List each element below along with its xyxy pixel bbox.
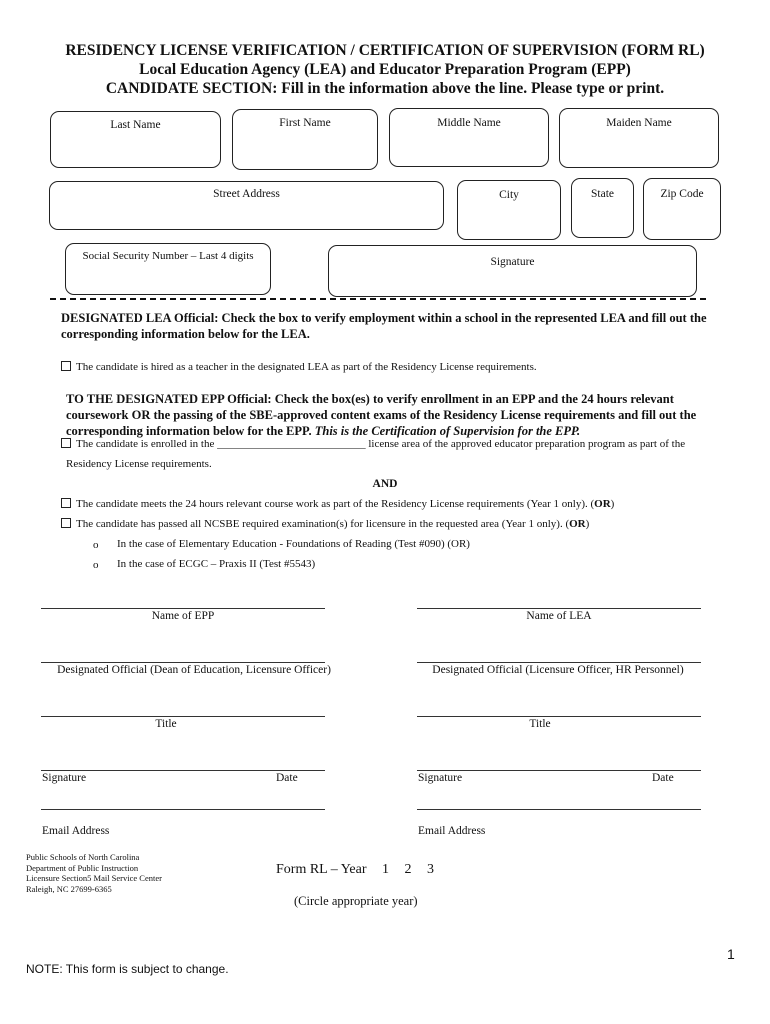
- circle-year-note: (Circle appropriate year): [294, 894, 418, 908]
- maiden-name-label: Maiden Name: [606, 117, 672, 129]
- epp-enrolled-option: [61, 437, 721, 451]
- form-year-selector: [276, 862, 434, 878]
- signature-label: Signature: [490, 256, 535, 268]
- lea-name-line[interactable]: [417, 608, 701, 609]
- state-field[interactable]: [571, 178, 634, 238]
- signature-field[interactable]: [328, 245, 697, 297]
- epp-instructions: [66, 391, 716, 439]
- epp-coursework-label: The candidate meets the 24 hours relevant course work as part of the Residency License requirements (Year 1 only). (: [76, 498, 595, 510]
- epp-title-label: Title: [155, 718, 177, 730]
- last-name-field[interactable]: [50, 111, 221, 168]
- year-option-1[interactable]: 1: [382, 862, 389, 877]
- lea-hired-checkbox[interactable]: [61, 361, 71, 371]
- form-subtitle: Local Education Agency (LEA) and Educator Preparation Program (EPP): [139, 61, 631, 78]
- city-label: City: [499, 189, 519, 201]
- lea-name-label: Name of LEA: [526, 610, 592, 622]
- epp-date-label: Date: [276, 772, 298, 784]
- epp-enrolled-checkbox[interactable]: [61, 438, 71, 448]
- epp-heading: TO THE DESIGNATED EPP Official: Check the box(es) to verify enrollment in an EPP and the 24 hours relevant coursework OR the passing of the SBE-approved content exams of the Residency License requirements and fill out the corresponding information below for the EPP.: [66, 392, 697, 438]
- address-line-1: Public Schools of North Carolina: [26, 852, 140, 862]
- epp-name-line[interactable]: [41, 608, 325, 609]
- lea-hired-option: [61, 360, 741, 374]
- epp-signature-line[interactable]: [41, 770, 325, 771]
- and-label: AND: [372, 478, 398, 490]
- ssn-label: Social Security Number – Last 4 digits: [82, 250, 254, 262]
- dpi-address: [26, 852, 162, 894]
- epp-signature-label: Signature: [42, 772, 87, 784]
- epp-name-label: Name of EPP: [151, 610, 215, 622]
- epp-exams-checkbox[interactable]: [61, 518, 71, 528]
- sub-option-elementary: In the case of Elementary Education - Foundations of Reading (Test #090) (OR): [117, 538, 470, 550]
- lea-title-label: Title: [529, 718, 551, 730]
- epp-title-line[interactable]: [41, 716, 325, 717]
- epp-heading-italic: This is the Certification of Supervision for the EPP.: [314, 424, 581, 438]
- epp-email-line[interactable]: [41, 809, 325, 810]
- year-option-2[interactable]: 2: [404, 862, 412, 877]
- epp-coursework-checkbox[interactable]: [61, 498, 71, 508]
- epp-exams-label: The candidate has passed all NCSBE required examination(s) for licensure in the requested area (Year 1 only). (: [76, 518, 570, 530]
- form-title: RESIDENCY LICENSE VERIFICATION / CERTIFICATION OF SUPERVISION (FORM RL): [65, 42, 705, 59]
- zip-code-field[interactable]: [643, 178, 721, 240]
- first-name-label: First Name: [279, 117, 331, 129]
- lea-email-line[interactable]: [417, 809, 701, 810]
- last-name-label: Last Name: [110, 119, 161, 131]
- ssn-field[interactable]: [65, 243, 271, 295]
- street-address-field[interactable]: [49, 181, 444, 230]
- epp-official-label: Designated Official (Dean of Education, Licensure Officer): [57, 664, 331, 676]
- page-number: 1: [727, 946, 735, 962]
- lea-instructions: [61, 310, 711, 342]
- epp-enrolled-label: The candidate is enrolled in the ___________________________ license area of the approved educator preparation program as part of the: [76, 438, 686, 450]
- lea-date-label: Date: [652, 772, 674, 784]
- epp-official-line[interactable]: [41, 662, 325, 663]
- change-note: NOTE: This form is subject to change.: [26, 962, 229, 976]
- epp-exams-option: The candidate has passed all NCSBE required examination(s) for licensure in the requested area (Year 1 only). (OR): [61, 517, 751, 531]
- lea-email-label: Email Address: [418, 825, 486, 837]
- section-divider: [50, 298, 706, 300]
- lea-heading-rest: : Check the box to verify employment within a school in the represented LEA and fill out the corresponding information below for the LEA.: [61, 311, 707, 341]
- lea-signature-label: Signature: [418, 772, 463, 784]
- city-field[interactable]: [457, 180, 561, 240]
- year-option-3[interactable]: 3: [427, 862, 434, 877]
- middle-name-field[interactable]: [389, 108, 549, 167]
- state-label: State: [591, 188, 614, 200]
- lea-official-line[interactable]: [417, 662, 701, 663]
- first-name-field[interactable]: [232, 109, 378, 170]
- epp-coursework-option: The candidate meets the 24 hours relevant course work as part of the Residency License requirements (Year 1 only). (OR): [61, 497, 741, 511]
- street-address-label: Street Address: [213, 188, 280, 200]
- middle-name-label: Middle Name: [437, 117, 501, 129]
- zip-code-label: Zip Code: [660, 188, 704, 200]
- coursework-or: OR: [594, 498, 611, 510]
- exams-or: OR: [569, 518, 586, 530]
- maiden-name-field[interactable]: [559, 108, 719, 168]
- address-line-4: Raleigh, NC 27699-6365: [26, 883, 112, 894]
- lea-signature-line[interactable]: [417, 770, 701, 771]
- form-year-label: Form RL – Year: [276, 862, 367, 877]
- sub-bullet-2: o: [93, 559, 99, 571]
- lea-official-label: Designated Official (Licensure Officer, HR Personnel): [432, 664, 684, 676]
- address-line-2: Department of Public Instruction: [26, 862, 139, 873]
- epp-enrolled-continued: Residency License requirements.: [66, 458, 212, 470]
- lea-title-line[interactable]: [417, 716, 701, 717]
- candidate-section-heading: CANDIDATE SECTION: Fill in the information above the line. Please type or print.: [105, 80, 665, 97]
- address-line-3: Licensure Section5 Mail Service Center: [26, 873, 162, 883]
- sub-bullet-1: o: [93, 539, 99, 551]
- lea-heading-lead: DESIGNATED LEA Official: [61, 311, 215, 325]
- sub-option-ecgc: In the case of ECGC – Praxis II (Test #5543): [117, 558, 316, 570]
- epp-email-label: Email Address: [42, 825, 110, 837]
- lea-hired-label: The candidate is hired as a teacher in the designated LEA as part of the Residency License requirements.: [76, 361, 537, 373]
